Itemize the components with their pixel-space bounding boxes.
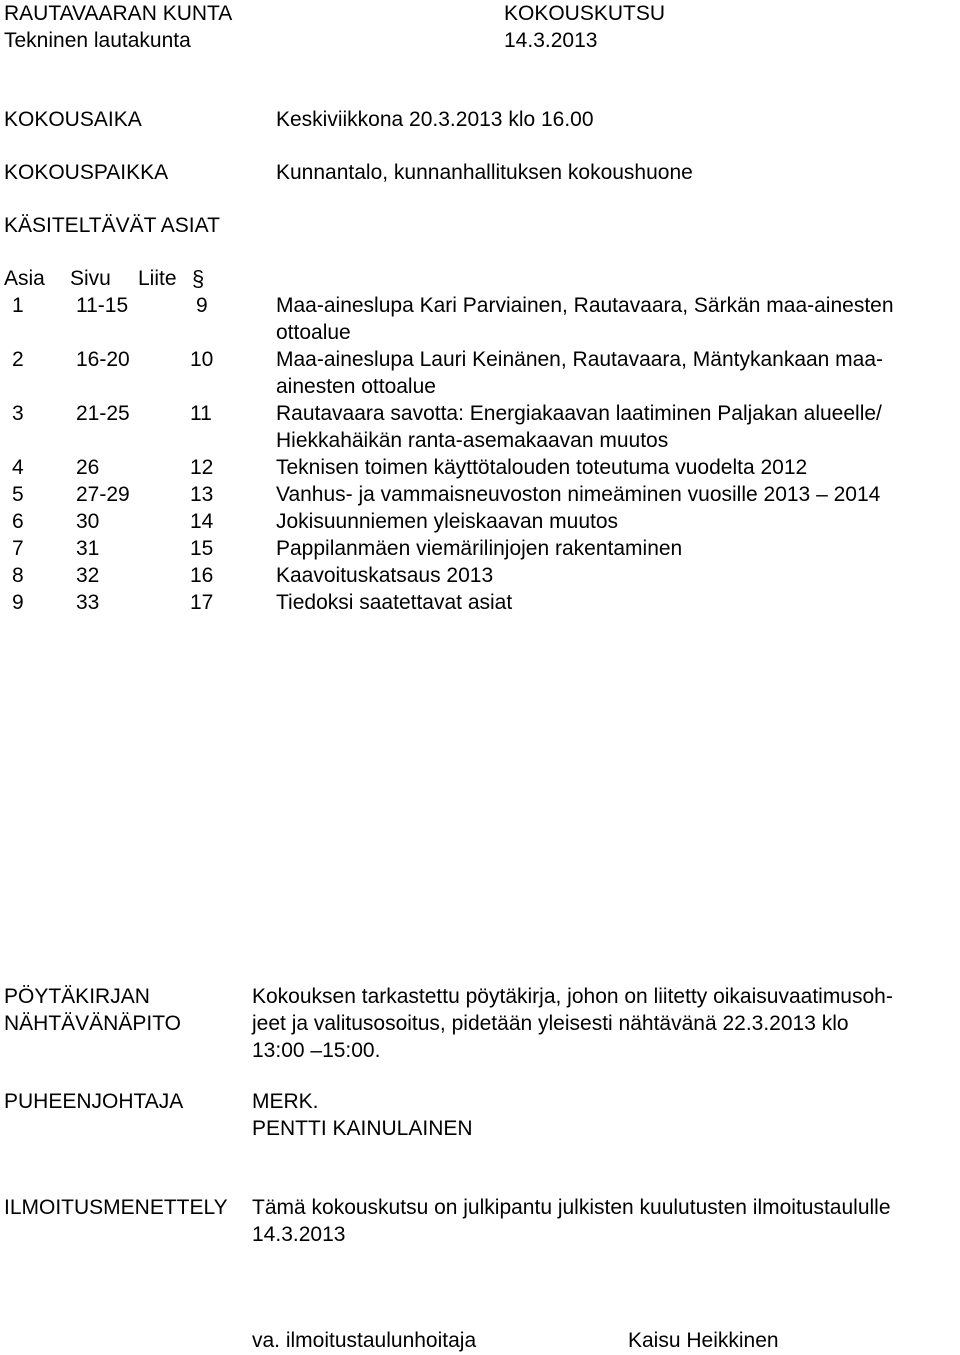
item-pages: 30 bbox=[76, 510, 100, 533]
item-pages: 32 bbox=[76, 564, 100, 587]
item-pages: 16-20 bbox=[76, 348, 130, 371]
item-title: Pappilanmäen viemärilinjojen rakentaminen bbox=[276, 537, 683, 560]
item-number: 2 bbox=[12, 348, 24, 371]
committee-name: Tekninen lautakunta bbox=[4, 29, 191, 52]
notice-text-line2: 14.3.2013 bbox=[252, 1223, 346, 1246]
column-header-sivu: Sivu bbox=[70, 267, 111, 290]
meeting-place-value: Kunnantalo, kunnanhallituksen kokoushuone bbox=[276, 161, 693, 184]
document-type: KOKOUSKUTSU bbox=[504, 2, 666, 25]
item-attachment: 14 bbox=[190, 510, 214, 533]
item-attachment: 16 bbox=[190, 564, 214, 587]
minutes-text-line2: jeet ja valitusosoitus, pidetään yleisesti nähtävänä 22.3.2013 klo bbox=[252, 1012, 849, 1035]
item-number: 4 bbox=[12, 456, 24, 479]
item-title: ottoalue bbox=[276, 321, 351, 344]
item-pages: 31 bbox=[76, 537, 100, 560]
organization-name: RAUTAVAARAN KUNTA bbox=[4, 2, 233, 25]
chair-name: PENTTI KAINULAINEN bbox=[252, 1117, 473, 1140]
item-pages: 21-25 bbox=[76, 402, 130, 425]
meeting-time-value: Keskiviikkona 20.3.2013 klo 16.00 bbox=[276, 108, 594, 131]
item-attachment: 17 bbox=[190, 591, 214, 614]
item-number: 3 bbox=[12, 402, 24, 425]
item-title: Jokisuunniemen yleiskaavan muutos bbox=[276, 510, 619, 533]
minutes-label-line2: NÄHTÄVÄNÄPITO bbox=[4, 1012, 181, 1035]
minutes-label-line1: PÖYTÄKIRJAN bbox=[4, 985, 150, 1008]
item-title: Vanhus- ja vammaisneuvoston nimeäminen vuosille 2013 – 2014 bbox=[276, 483, 881, 506]
item-number: 5 bbox=[12, 483, 24, 506]
item-number: 1 bbox=[12, 294, 24, 317]
meeting-time-label: KOKOUSAIKA bbox=[4, 108, 142, 131]
notice-text-line1: Tämä kokouskutsu on julkipantu julkisten kuulutusten ilmoitustaululle bbox=[252, 1196, 891, 1219]
section-symbol-icon: § bbox=[192, 266, 205, 291]
item-attachment: 9 bbox=[196, 294, 208, 317]
signature-role: va. ilmoitustaulunhoitaja bbox=[252, 1329, 477, 1352]
signature-name: Kaisu Heikkinen bbox=[628, 1329, 779, 1352]
item-attachment: 12 bbox=[190, 456, 214, 479]
item-pages: 11-15 bbox=[76, 294, 129, 317]
minutes-text-line1: Kokouksen tarkastettu pöytäkirja, johon on liitetty oikaisuvaatimusoh- bbox=[252, 985, 893, 1008]
item-number: 8 bbox=[12, 564, 24, 587]
document-date: 14.3.2013 bbox=[504, 29, 598, 52]
item-title: Maa-aineslupa Kari Parviainen, Rautavaara, Särkän maa-ainesten bbox=[276, 294, 894, 317]
item-title: Hiekkahäikän ranta-asemakaavan muutos bbox=[276, 429, 669, 452]
item-title: Teknisen toimen käyttötalouden toteutuma vuodelta 2012 bbox=[276, 456, 808, 479]
column-header-asia: Asia bbox=[4, 267, 45, 290]
item-pages: 27-29 bbox=[76, 483, 130, 506]
item-title: Maa-aineslupa Lauri Keinänen, Rautavaara, Mäntykankaan maa- bbox=[276, 348, 884, 371]
column-header-liite: Liite bbox=[138, 267, 177, 290]
item-attachment: 10 bbox=[190, 348, 214, 371]
item-attachment: 13 bbox=[190, 483, 214, 506]
item-number: 9 bbox=[12, 591, 24, 614]
chair-merk: MERK. bbox=[252, 1090, 319, 1113]
item-title: Kaavoituskatsaus 2013 bbox=[276, 564, 494, 587]
item-pages: 33 bbox=[76, 591, 100, 614]
item-attachment: 15 bbox=[190, 537, 214, 560]
meeting-place-label: KOKOUSPAIKKA bbox=[4, 161, 169, 184]
item-attachment: 11 bbox=[190, 402, 212, 425]
item-number: 6 bbox=[12, 510, 24, 533]
agenda-heading: KÄSITELTÄVÄT ASIAT bbox=[4, 214, 220, 237]
item-pages: 26 bbox=[76, 456, 100, 479]
chair-label: PUHEENJOHTAJA bbox=[4, 1090, 184, 1113]
notice-label: ILMOITUSMENETTELY bbox=[4, 1196, 228, 1219]
item-title: Rautavaara savotta: Energiakaavan laatiminen Paljakan alueelle/ bbox=[276, 402, 882, 425]
item-title: ainesten ottoalue bbox=[276, 375, 436, 398]
minutes-text-line3: 13:00 –15:00. bbox=[252, 1039, 381, 1062]
item-title: Tiedoksi saatettavat asiat bbox=[276, 591, 513, 614]
item-number: 7 bbox=[12, 537, 24, 560]
